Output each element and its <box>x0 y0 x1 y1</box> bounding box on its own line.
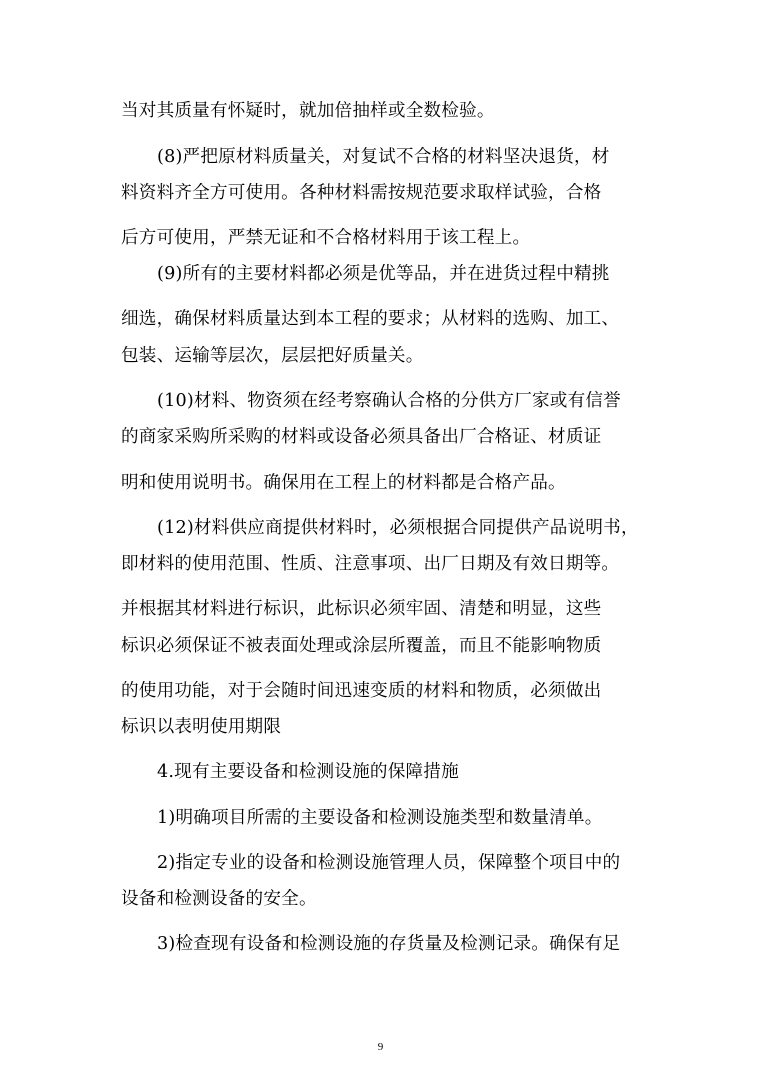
text-line: 1)明确项目所需的主要设备和检测设施类型和数量清单。 <box>157 808 603 828</box>
text-line: 并根据其材料进行标识，此标识必须牢固、清楚和明显，这些 <box>121 599 602 619</box>
text-line: 标识以表明使用期限 <box>121 717 282 737</box>
text-line: 料资料齐全方可使用。各种材料需按规范要求取样试验，合格 <box>121 183 602 203</box>
section-heading: 4.现有主要设备和检测设施的保障措施 <box>157 762 459 782</box>
text-line: 即材料的使用范围、性质、注意事项、出厂日期及有效日期等。 <box>121 554 620 574</box>
text-line: 后方可使用，严禁无证和不合格材料用于该工程上。 <box>121 228 531 248</box>
text-line: (10)材料、物资须在经考察确认合格的分供方厂家或有信誉 <box>157 391 621 411</box>
text-line: 3)检查现有设备和检测设施的存货量及检测记录。确保有足 <box>157 934 621 954</box>
text-line: (8)严把原材料质量关，对复试不合格的材料坚决退货，材 <box>157 147 610 167</box>
text-line: 的使用功能，对于会随时间迅速变质的材料和物质，必须做出 <box>121 681 602 701</box>
text-line: (9)所有的主要材料都必须是优等品，并在进货过程中精挑 <box>157 264 610 284</box>
text-line: 2)指定专业的设备和检测设施管理人员，保障整个项目中的 <box>157 853 621 873</box>
text-line: 标识必须保证不被表面处理或涂层所覆盖，而且不能影响物质 <box>121 636 602 656</box>
text-line: 的商家采购所采购的材料或设备必须具备出厂合格证、材质证 <box>121 427 602 447</box>
text-line: 当对其质量有怀疑时，就加倍抽样或全数检验。 <box>121 101 495 121</box>
text-line: 设备和检测设备的安全。 <box>121 889 317 909</box>
text-line: 包装、运输等层次，层层把好质量关。 <box>121 346 424 366</box>
text-line: 细选，确保材料质量达到本工程的要求；从材料的选购、加工、 <box>121 309 620 329</box>
page-number: 9 <box>377 1041 384 1053</box>
text-line: (12)材料供应商提供材料时，必须根据合同提供产品说明书， <box>157 518 639 538</box>
text-line: 明和使用说明书。确保用在工程上的材料都是合格产品。 <box>121 473 566 493</box>
